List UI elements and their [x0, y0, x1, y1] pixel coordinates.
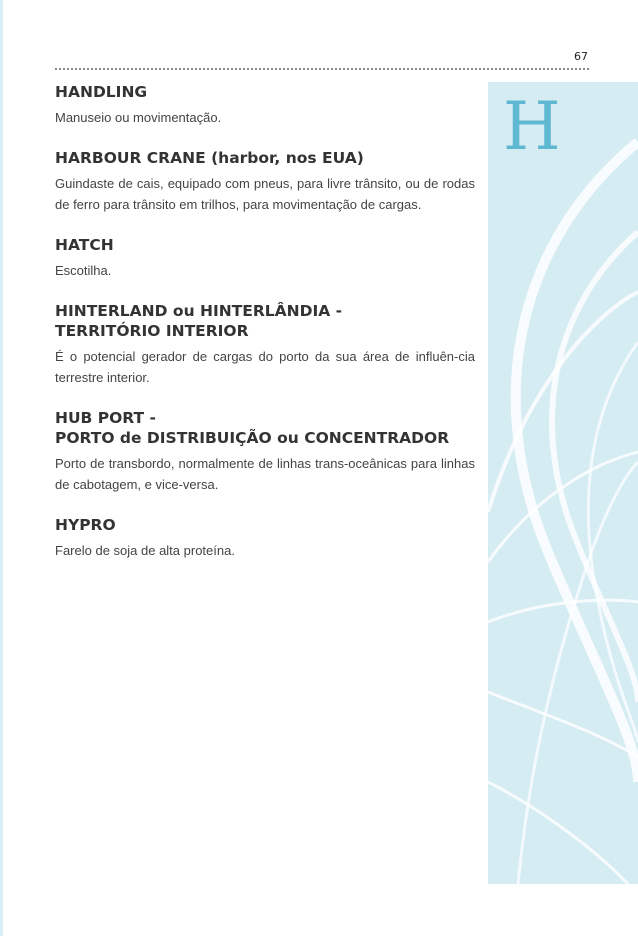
glossary-entries	[55, 82, 475, 581]
entry-definition: Escotilha.	[55, 263, 112, 278]
globe-decoration	[488, 82, 638, 884]
entry-term: HARBOUR CRANE (harbor, nos EUA)	[55, 149, 364, 167]
glossary-entry	[55, 235, 475, 281]
entry-term: HANDLING	[55, 83, 148, 101]
entry-definition: Porto de transbordo, normalmente de linhas trans-oceânicas para linhas de cabotagem, e vice-versa.	[55, 456, 475, 492]
entry-term: HUB PORT - PORTO de DISTRIBUIÇÃO ou CONCENTRADOR	[55, 409, 450, 447]
glossary-entry	[55, 408, 475, 495]
header-divider	[55, 68, 589, 70]
entry-term: HYPRO	[55, 516, 116, 534]
glossary-entry	[55, 148, 475, 215]
entry-definition: É o potencial gerador de cargas do porto da sua área de influên-cia terrestre interior.	[55, 349, 475, 385]
section-letter: H	[503, 88, 561, 165]
section-side-panel	[488, 82, 638, 884]
glossary-entry	[55, 82, 475, 128]
page-edge-strip	[0, 0, 3, 936]
entry-definition: Farelo de soja de alta proteína.	[55, 543, 235, 558]
entry-definition: Guindaste de cais, equipado com pneus, para livre trânsito, ou de rodas de ferro para trânsito em trilhos, para movimentação de cargas.	[55, 176, 475, 212]
entry-definition: Manuseio ou movimentação.	[55, 110, 222, 125]
entry-term: HINTERLAND ou HINTERLÂNDIA - TERRITÓRIO INTERIOR	[55, 302, 343, 340]
entry-term: HATCH	[55, 236, 114, 254]
glossary-entry	[55, 301, 475, 388]
page-number: 67	[574, 50, 588, 63]
glossary-entry	[55, 515, 475, 561]
